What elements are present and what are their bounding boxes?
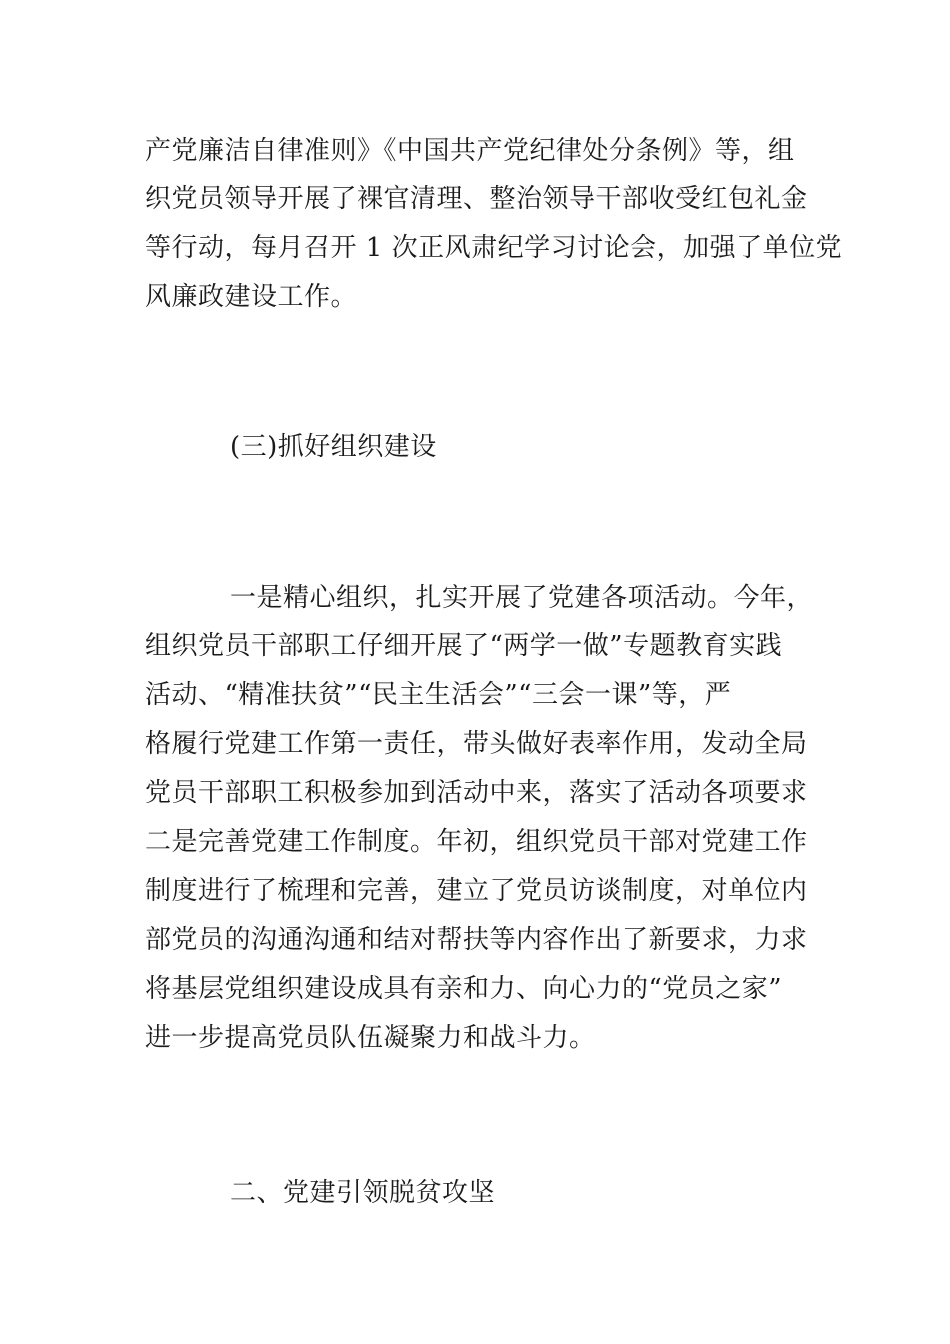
paragraph-2-line-1: 一是精心组织，扎实开展了党建各项活动。今年，	[230, 583, 814, 613]
paragraph-2-line-8: 部党员的沟通沟通和结对帮扶等内容作出了新要求，力求	[145, 925, 808, 955]
paragraph-2-line-6: 二是完善党建工作制度。年初，组织党员干部对党建工作	[145, 827, 808, 857]
paragraph-1-line-4: 风廉政建设工作。	[145, 282, 358, 312]
paragraph-2-line-5: 党员干部职工积极参加到活动中来，落实了活动各项要求	[145, 778, 808, 808]
paragraph-1-line-3: 等行动，每月召开 1 次正风肃纪学习讨论会，加强了单位党	[145, 233, 843, 263]
paragraph-1-line-2: 织党员领导开展了裸官清理、整治领导干部收受红包礼金	[145, 184, 808, 214]
paragraph-2-line-7: 制度进行了梳理和完善，建立了党员访谈制度，对单位内	[145, 876, 808, 906]
paragraph-2-line-4: 格履行党建工作第一责任，带头做好表率作用，发动全局	[145, 729, 808, 759]
paragraph-2-line-10: 进一步提高党员队伍凝聚力和战斗力。	[145, 1023, 596, 1053]
paragraph-2-line-9: 将基层党组织建设成具有亲和力、向心力的“党员之家”	[145, 974, 783, 1004]
paragraph-2-line-2: 组织党员干部职工仔细开展了“两学一做”专题教育实践	[145, 631, 783, 661]
paragraph-2-line-3: 活动、“精准扶贫”“民主生活会”“三会一课”等，严	[145, 680, 732, 710]
section-heading-3: (三)抓好组织建设	[230, 432, 437, 462]
paragraph-1-line-1: 产党廉洁自律准则》《中国共产党纪律处分条例》等，组	[145, 136, 795, 166]
section-heading-2: 二、党建引领脱贫攻坚	[230, 1178, 496, 1208]
